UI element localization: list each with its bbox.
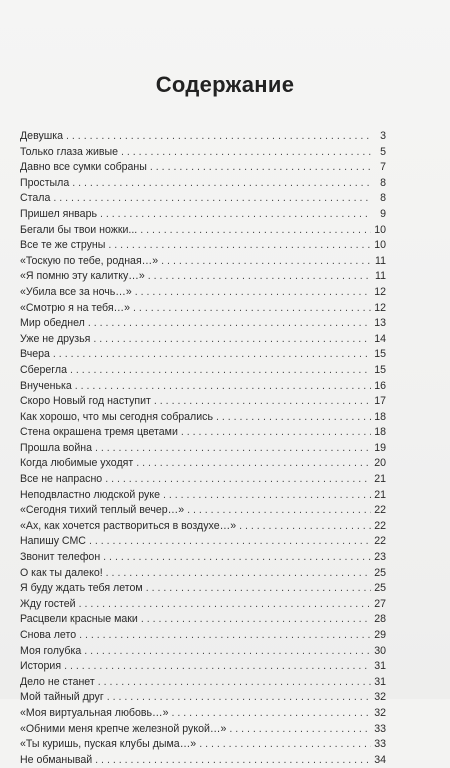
toc-entry-title: Бегали бы твои ножки... xyxy=(20,223,138,236)
toc-entry-page: 11 xyxy=(375,254,386,267)
toc-entry-page: 20 xyxy=(374,457,386,470)
toc-leader-dots xyxy=(154,394,371,410)
toc-entry xyxy=(20,488,386,504)
toc-entry-title: Моя голубка xyxy=(20,644,82,657)
toc-entry-title: Я буду ждать тебя летом xyxy=(20,582,143,595)
toc-entry xyxy=(20,753,386,768)
toc-leader-dots xyxy=(135,285,371,301)
toc-entry-page: 18 xyxy=(374,410,386,423)
toc-entry-title: «Убила все за ночь…» xyxy=(20,285,132,298)
toc-entry-title: Внученька xyxy=(20,379,72,392)
toc-leader-dots xyxy=(239,519,371,535)
toc-leader-dots xyxy=(100,207,371,223)
toc-entry xyxy=(20,628,386,644)
toc-entry xyxy=(20,612,386,628)
toc-entry-title: Неподвластно людской руке xyxy=(20,488,161,501)
toc-entry-page: 21 xyxy=(374,473,386,486)
toc-leader-dots xyxy=(163,488,371,504)
toc-entry-title: Давно все сумки собраны xyxy=(20,161,147,174)
toc-entry-page: 9 xyxy=(380,207,386,220)
toc-entry xyxy=(20,644,386,660)
toc-entry-page: 22 xyxy=(374,519,386,532)
toc-leader-dots xyxy=(133,301,371,317)
toc-entry-title: «Сегодня тихий теплый вечер…» xyxy=(20,504,185,517)
toc-leader-dots xyxy=(79,628,371,644)
toc-leader-dots xyxy=(181,425,371,441)
toc-entry-page: 18 xyxy=(374,426,386,439)
toc-leader-dots xyxy=(107,690,371,706)
toc-entry-title: Прошла война xyxy=(20,441,92,454)
toc-entry xyxy=(20,191,386,207)
toc-entry xyxy=(20,456,386,472)
toc-leader-dots xyxy=(89,534,371,550)
toc-entry-page: 30 xyxy=(374,644,386,657)
toc-entry-page: 7 xyxy=(380,161,386,174)
toc-entry xyxy=(20,394,386,410)
toc-leader-dots xyxy=(98,675,371,691)
toc-entry xyxy=(20,285,386,301)
toc-entry-page: 14 xyxy=(374,332,386,345)
toc-entry xyxy=(20,207,386,223)
toc-leader-dots xyxy=(75,379,371,395)
toc-entry xyxy=(20,129,386,145)
toc-leader-dots xyxy=(70,363,371,379)
toc-entry-page: 5 xyxy=(380,145,386,158)
toc-entry xyxy=(20,145,386,161)
toc-entry xyxy=(20,269,386,285)
toc-leader-dots xyxy=(95,753,371,768)
toc-leader-dots xyxy=(199,737,371,753)
toc-leader-dots xyxy=(88,316,371,332)
toc-entry-page: 28 xyxy=(374,613,386,626)
toc-entry xyxy=(20,706,386,722)
toc-entry-title: Стена окрашена тремя цветами xyxy=(20,426,178,439)
toc-entry xyxy=(20,675,386,691)
toc-entry-title: Все не напрасно xyxy=(20,473,103,486)
toc-entry-title: Мир обеднел xyxy=(20,317,85,330)
toc-entry xyxy=(20,566,386,582)
toc-entry xyxy=(20,238,386,254)
toc-entry xyxy=(20,581,386,597)
toc-entry-title: «Смотрю я на тебя…» xyxy=(20,301,131,314)
toc-entry-page: 21 xyxy=(374,488,386,501)
toc-leader-dots xyxy=(121,145,371,161)
toc-entry-page: 23 xyxy=(374,551,386,564)
toc-entry-title: Не обманывай xyxy=(20,753,93,766)
toc-entry-title: Вчера xyxy=(20,348,50,361)
toc-entry xyxy=(20,379,386,395)
toc-leader-dots xyxy=(72,176,371,192)
toc-entry-page: 12 xyxy=(374,285,386,298)
toc-entry-title: Расцвели красные маки xyxy=(20,613,138,626)
toc-entry-page: 33 xyxy=(374,738,386,751)
toc-entry xyxy=(20,519,386,535)
toc-entry-title: Пришел январь xyxy=(20,207,97,220)
toc-leader-dots xyxy=(150,160,371,176)
toc-entry-title: Мой тайный друг xyxy=(20,691,104,704)
toc-leader-dots xyxy=(216,410,371,426)
toc-leader-dots xyxy=(161,254,371,270)
toc-leader-dots xyxy=(108,238,371,254)
toc-entry-page: 12 xyxy=(374,301,386,314)
toc-entry xyxy=(20,347,386,363)
toc-entry-title: Жду гостей xyxy=(20,597,76,610)
toc-entry-title: Напишу СМС xyxy=(20,535,86,548)
toc-entry xyxy=(20,441,386,457)
toc-leader-dots xyxy=(53,347,371,363)
toc-entry-title: «Тоскую по тебе, родная…» xyxy=(20,254,159,267)
toc-entry-title: Все те же струны xyxy=(20,239,106,252)
toc-entry-title: «Я помню эту калитку…» xyxy=(20,270,145,283)
toc-leader-dots xyxy=(64,659,371,675)
toc-entry xyxy=(20,254,386,270)
toc-entry-title: Как хорошо, что мы сегодня собрались xyxy=(20,410,213,423)
toc-leader-dots xyxy=(79,597,371,613)
toc-entry xyxy=(20,550,386,566)
toc-entry-page: 15 xyxy=(374,348,386,361)
toc-leader-dots xyxy=(103,550,371,566)
toc-leader-dots xyxy=(140,223,371,239)
toc-entry xyxy=(20,316,386,332)
toc-entry-page: 11 xyxy=(375,270,386,283)
toc-entry-title: «Моя виртуальная любовь…» xyxy=(20,706,169,719)
toc-entry xyxy=(20,659,386,675)
toc-entry xyxy=(20,425,386,441)
toc-entry-page: 32 xyxy=(374,691,386,704)
toc-entry xyxy=(20,737,386,753)
toc-entry-title: «Обними меня крепче железной рукой…» xyxy=(20,722,227,735)
toc-entry-page: 22 xyxy=(374,504,386,517)
toc-entry xyxy=(20,597,386,613)
toc-entry xyxy=(20,690,386,706)
toc-entry-title: Скоро Новый год наступит xyxy=(20,395,151,408)
toc-leader-dots xyxy=(141,612,371,628)
toc-entry-title: Простыла xyxy=(20,176,70,189)
toc-entry-page: 33 xyxy=(374,722,386,735)
toc-entry-page: 29 xyxy=(374,629,386,641)
toc-entry xyxy=(20,301,386,317)
toc-entry-page: 19 xyxy=(374,441,386,454)
toc-leader-dots xyxy=(106,566,371,582)
toc-entry xyxy=(20,472,386,488)
toc-leader-dots xyxy=(229,722,371,738)
toc-leader-dots xyxy=(172,706,372,722)
toc-entry-title: Когда любимые уходят xyxy=(20,457,134,470)
toc-entry xyxy=(20,534,386,550)
toc-entry-title: Звонит телефон xyxy=(20,551,101,564)
toc-entry-page: 31 xyxy=(374,660,386,673)
toc-leader-dots xyxy=(95,441,371,457)
toc-entry xyxy=(20,223,386,239)
toc-leader-dots xyxy=(66,129,371,145)
toc-entry-title: Дело не станет xyxy=(20,675,95,688)
toc-leader-dots xyxy=(187,503,371,519)
page-title: Содержание xyxy=(155,72,295,97)
table-of-contents xyxy=(20,129,386,768)
toc-leader-dots xyxy=(136,456,371,472)
toc-entry-page: 34 xyxy=(374,753,386,766)
toc-entry-title: История xyxy=(20,660,62,673)
toc-entry-page: 25 xyxy=(374,566,386,579)
toc-entry-title: Сберегла xyxy=(20,363,67,376)
toc-entry-title: О как ты далеко! xyxy=(20,566,103,579)
toc-entry xyxy=(20,332,386,348)
toc-entry-page: 16 xyxy=(374,379,386,392)
toc-entry xyxy=(20,176,386,192)
toc-entry-page: 17 xyxy=(374,395,386,408)
toc-entry xyxy=(20,722,386,738)
toc-entry-title: Уже не друзья xyxy=(20,332,91,345)
toc-entry-page: 8 xyxy=(380,176,386,189)
toc-entry-title: Только глаза живые xyxy=(20,145,119,158)
toc-entry-page: 3 xyxy=(380,130,386,142)
toc-entry-page: 10 xyxy=(374,223,386,236)
toc-entry-page: 25 xyxy=(374,582,386,595)
toc-leader-dots xyxy=(148,269,371,285)
toc-entry-title: «Ты куришь, пуская клубы дыма…» xyxy=(20,738,197,751)
toc-entry xyxy=(20,410,386,426)
toc-leader-dots xyxy=(53,191,371,207)
toc-entry-page: 22 xyxy=(374,535,386,548)
toc-leader-dots xyxy=(146,581,371,597)
toc-entry-page: 13 xyxy=(374,317,386,330)
toc-entry-page: 31 xyxy=(374,675,386,688)
toc-entry xyxy=(20,503,386,519)
toc-leader-dots xyxy=(105,472,371,488)
toc-entry-page: 10 xyxy=(374,239,386,252)
toc-leader-dots xyxy=(93,332,371,348)
toc-entry-page: 8 xyxy=(380,192,386,205)
toc-entry xyxy=(20,160,386,176)
toc-entry-page: 27 xyxy=(374,597,386,610)
toc-entry-title: «Ах, как хочется раствориться в воздухе…» xyxy=(20,519,237,532)
toc-entry-page: 15 xyxy=(374,363,386,376)
toc-entry-title: Стала xyxy=(20,192,51,205)
toc-entry xyxy=(20,363,386,379)
toc-entry-title: Девушка xyxy=(20,130,64,142)
toc-leader-dots xyxy=(84,644,371,660)
toc-entry-page: 32 xyxy=(374,706,386,719)
toc-entry-title: Снова лето xyxy=(20,629,77,641)
